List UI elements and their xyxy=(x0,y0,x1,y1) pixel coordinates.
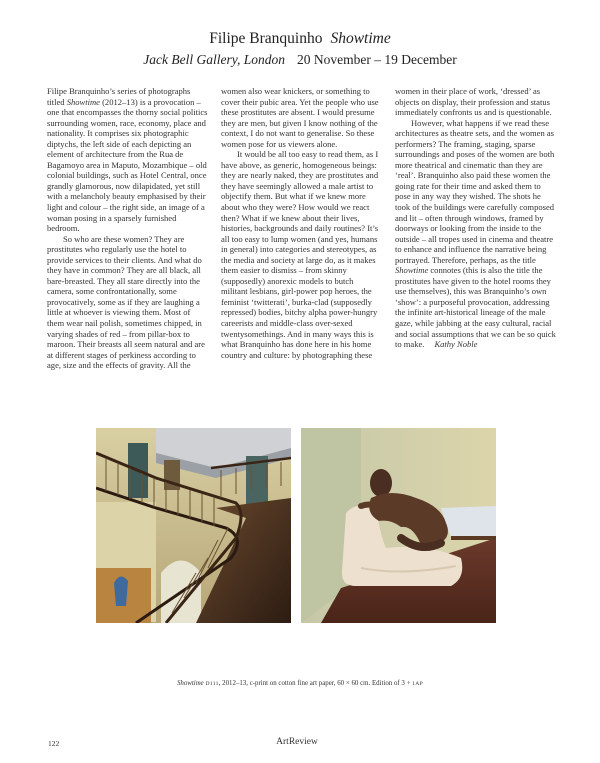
paragraph: women in their place of work, ‘dressed’ as objects on display, their profession and status immediately confronts us and is questionable. xyxy=(395,86,552,118)
venue: Jack Bell Gallery, London xyxy=(143,52,285,67)
photo-woman-bedroom xyxy=(301,428,496,623)
magazine-name: ArtReview xyxy=(276,737,318,747)
author-byline: Kathy Noble xyxy=(434,339,478,350)
page-number: 122 xyxy=(48,739,60,748)
column-2 xyxy=(221,86,382,371)
caption-code: D111 xyxy=(205,681,219,687)
column-1 xyxy=(47,86,208,371)
paragraph: women also wear knickers, or something to cover their pubic area. Yet the people who use these prostitutes are absent. I would presume they are men, but given I know nothing of the context, I do not want to generalise. So these women pose for us viewers alone. xyxy=(221,86,379,149)
caption-details: , 2012–13, c-print on cotton fine art paper, 60 × 60 cm. Edition of 3 + xyxy=(218,680,413,687)
exhibition-dates: 20 November – 19 December xyxy=(297,52,457,67)
work-title: Showtime xyxy=(395,265,429,276)
article-body xyxy=(47,86,557,371)
photo-caption xyxy=(0,680,600,687)
paragraph: However, what happens if we read these architectures as theatre sets, and the women as performers? The framing, staging, sparse surroundings and poses of the women are both more theatrical and cinematic than they are ‘real’. Branquinho also paid these women the going rate for their time and asked them to pose in any way they wished. The shots he took of the buildings were carefully composed and lit – often through windows, framed by doorways or looking from the inside to the outside – all tropes used in cinema and theatre to enhance and influence the narrative being portrayed. Therefore, perhaps, as the title Showtime connotes (this is also the title the prostitutes have given to the hotel rooms they use themselves), this was Branquinho’s own ‘show’: a purposeful provocation, addressing the infinite art-historical lineage of the male gaze, while jabbing at the easy cultural, racial and social assumptions that we can be so quick to make. Kathy Noble xyxy=(395,117,556,350)
article-heading xyxy=(0,30,600,48)
column-3 xyxy=(395,86,556,371)
paragraph: So who are these women? They are prostitutes who regularly use the hotel to provide services to their clients. And what do they have in common? They are all black, all bare-breasted. They all stare directly into the camera, some confrontationally, some provocatively, some as if they are laughing a little at whoever is viewing them. Most of them wear nail polish, sometimes chipped, in varying shades of red – from pillar-box to maroon. Their breasts all seem natural and are at different stages of perkiness according to age, size and the effects of gravity. All the xyxy=(47,233,205,371)
paragraph: Filipe Branquinho’s series of photographs titled Showtime (2012–13) is a provocation – one that encompasses the thorny social politics surrounding women, race, economy, place and nationality. It comprises six photographic diptychs, the left side of each depicting an element of architecture from the Rua de Bagamoyo area in Maputo, Mozambique – old colonial buildings, such as Hotel Central, once grandly glamorous, now dilapidated, yet still with a melancholy beauty emphasised by their light and colour – the right side, an image of a woman posing in a sparsely furnished bedroom. xyxy=(47,86,208,234)
caption-title: Showtime xyxy=(176,680,204,687)
show-title: Showtime xyxy=(330,30,391,47)
work-title: Showtime xyxy=(66,96,100,107)
photo-staircase xyxy=(96,428,291,623)
artist-name: Filipe Branquinho xyxy=(209,30,323,47)
venue-line xyxy=(0,52,600,68)
diptych xyxy=(96,428,496,623)
paragraph: It would be all too easy to read them, as I have above, as generic, homogeneous beings: they are nearly naked, they are prostitutes and they have seemingly allowed a male artist to objectify them. But what if we knew more about who they were? How would we react then? What if we knew about their lives, histories, backgrounds and daily routines? It’s all too easy to lump women (and yes, humans in general) into categories and stereotypes, as the media and society at large do, as it makes them easier to dismiss – from skinny (supposedly) anorexic models to butch militant lesbians, girl-power pop heroes, the feminist ‘twitterati’, burka-clad (supposedly repressed) bodies, bitchy alpha power-hungry careerists and middle-class over-sexed twentysomethings. And in many ways this is what Branquinho has done here in his home country and culture: by photographing these xyxy=(221,149,379,360)
caption-ap: 1AP xyxy=(412,681,424,687)
